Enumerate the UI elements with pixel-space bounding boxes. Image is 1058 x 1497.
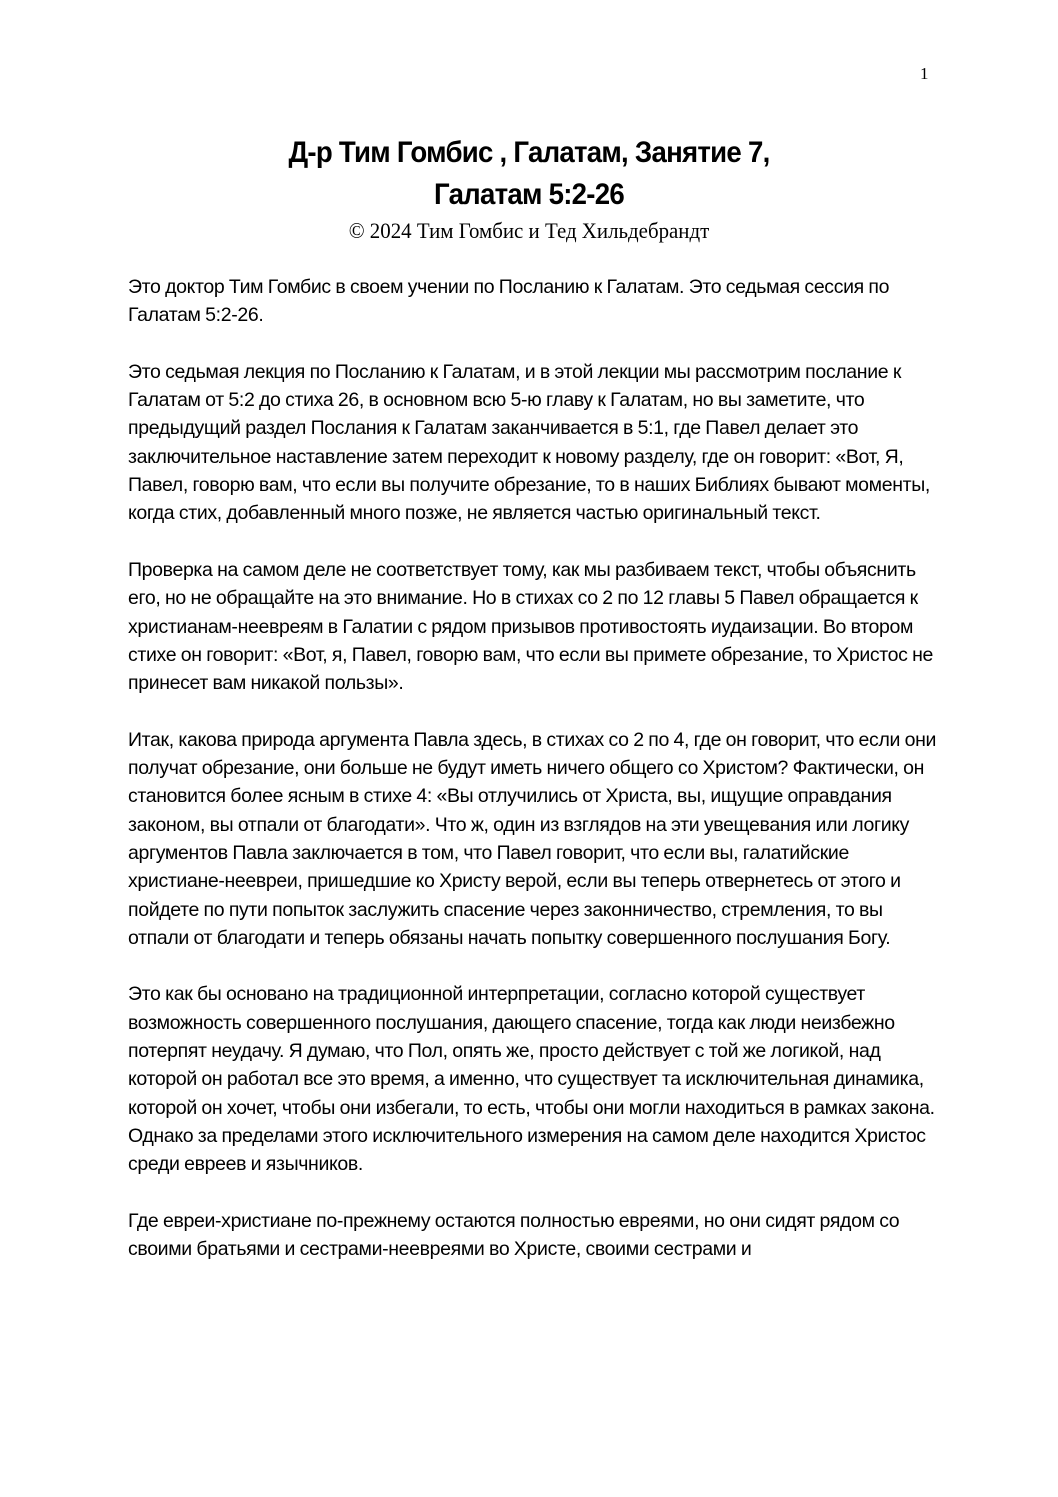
paragraph-2: Это седьмая лекция по Посланию к Галатам, и в этой лекции мы рассмотрим послание к Галатам от 5:2 до стиха 26, в основном всю 5-ю главу к Галатам, но вы заметите, что предыдущий раздел Послания к Галатам заканчивается в 5:1, где Павел делает это заключительное наставление затем переходит к новому разделу, где он говорит: «Вот, Я, Павел, говорю вам, что если вы получите обрезание, то в наших Библиях бывают моменты, когда стих, добавленный много позже, не является частью оригинальный текст. (128, 360, 930, 525)
paragraph-4: Итак, какова природа аргумента Павла здесь, в стихах со 2 по 4, где он говорит, что если они получат обрезание, они больше не будут иметь ничего общего со Христом? Фактически, он становится более ясным в стихе 4: «Вы отлучились от Христа, вы, ищущие оправдания законом, вы отпали от благодати». Что ж, один из взглядов на эти увещевания или логику аргументов Павла заключается в том, что Павел говорит, что если вы, галатийские христиане-неевреи, пришедшие ко Христу верой, если вы теперь отвернетесь от этого и пойдете по пути попыток заслужить спасение через законничество, стремления, то вы отпали от благодати и теперь обязаны начать попытку совершенного послушания Богу. (128, 728, 937, 949)
document-title-line-1: Д-р Тим Гомбис , Галатам, Занятие 7, (288, 136, 770, 169)
paragraph-1: Это доктор Тим Гомбис в своем учении по Посланию к Галатам. Это седьмая сессия по Галатам 5:2-26. (128, 276, 890, 327)
paragraph-6: Где евреи-христиане по-прежнему остаются полностью евреями, но они сидят рядом со своими братьями и сестрами-неевреями во Христе, своими сестрами и (128, 1209, 900, 1261)
page-number: 1 (920, 64, 929, 83)
document-header (0, 132, 1058, 246)
document-body (128, 273, 948, 1292)
paragraph-3: Проверка на самом деле не соответствует тому, как мы разбиваем текст, чтобы объяснить его, но не обращайте на это внимание. Но в стихах со 2 по 12 главы 5 Павел обращается к христианам-неевреям в Галатии с рядом призывов противостоять иудаизации. Во втором стихе он говорит: «Вот, я, Павел, говорю вам, что если вы примете обрезание, то Христос не принесет вам никакой пользы». (128, 558, 934, 695)
document-title-line-2: Галатам 5:2-26 (434, 178, 624, 211)
paragraph-5: Это как бы основано на традиционной интерпретации, согласно которой существует возможность совершенного послушания, дающего спасение, тогда как люди неизбежно потерпят неудачу. Я думаю, что Пол, опять же, просто действует с той же логикой, над которой он работал все это время, а именно, что существует та исключительная динамика, которой он хочет, чтобы они избегали, то есть, чтобы они могли находиться в рамках закона. Однако за пределами этого исключительного измерения на самом деле находится Христос среди евреев и язычников. (128, 983, 935, 1176)
copyright-notice: © 2024 Тим Гомбис и Тед Хильдебрандт (348, 218, 710, 243)
